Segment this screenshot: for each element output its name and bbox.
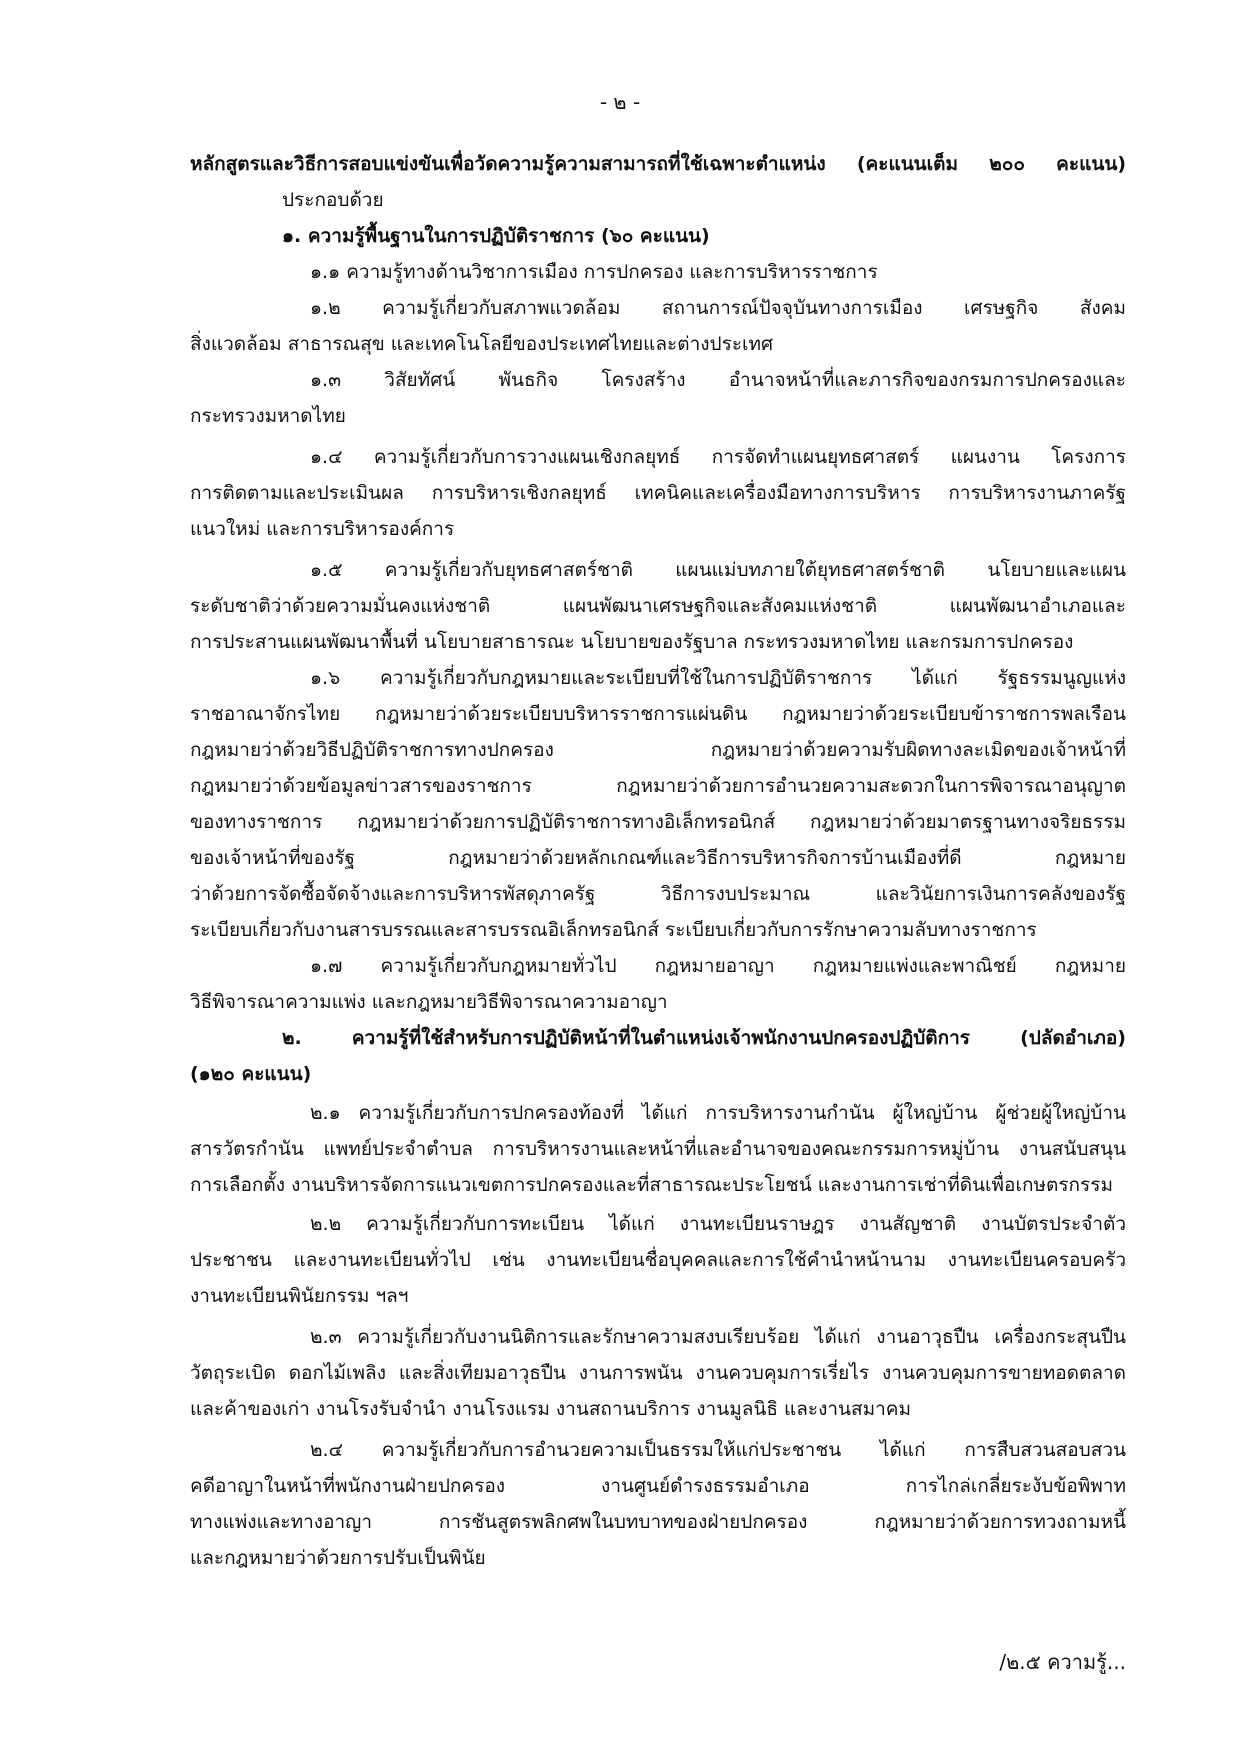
- section-2-item-2-4: [190, 1432, 1126, 1576]
- paragraph-line: ๒.๑ ความรู้เกี่ยวกับการปกครองท้องที่ ได้แก่ การบริหารงานกำนัน ผู้ใหญ่บ้าน ผู้ช่วยผู้ใหญ่บ้าน: [310, 1102, 1126, 1124]
- section-2-item-2-1: [190, 1095, 1126, 1203]
- paragraph-line: งานทะเบียนพินัยกรรม ฯลฯ: [190, 1285, 409, 1307]
- paragraph-line: ๑.๗ ความรู้เกี่ยวกับกฎหมายทั่วไป กฎหมายอาญา กฎหมายแพ่งและพาณิชย์ กฎหมาย: [310, 955, 1126, 977]
- paragraph-line: กฎหมายว่าด้วยข้อมูลข่าวสารของราชการ กฎหมายว่าด้วยการอำนวยความสะดวกในการพิจารณาอนุญาต: [190, 775, 1126, 797]
- paragraph-line: ราชอาณาจักรไทย กฎหมายว่าด้วยระเบียบบริหารราชการแผ่นดิน กฎหมายว่าด้วยระเบียบข้าราชการพลเรือน: [190, 703, 1126, 725]
- section-2-item-2-2: [190, 1206, 1126, 1314]
- paragraph-line: ระดับชาติว่าด้วยความมั่นคงแห่งชาติ แผนพัฒนาเศรษฐกิจและสังคมแห่งชาติ แผนพัฒนาอำเภอและ: [190, 595, 1126, 617]
- page-number: - ๒ -: [599, 90, 641, 114]
- section-1-item-1-5: [190, 552, 1126, 660]
- section-2-title: [190, 1020, 1126, 1092]
- section-1-item-1-4: [190, 439, 1126, 547]
- paragraph-line: ๒.๓ ความรู้เกี่ยวกับงานนิติการและรักษาความสงบเรียบร้อย ได้แก่ งานอาวุธปืน เครื่องกระสุนปืน: [310, 1326, 1126, 1348]
- paragraph-line: ของทางราชการ กฎหมายว่าด้วยการปฏิบัติราชการทางอิเล็กทรอนิกส์ กฎหมายว่าด้วยมาตรฐานทางจริยธรรม: [190, 811, 1126, 833]
- paragraph-line: ว่าด้วยการจัดซื้อจัดจ้างและการบริหารพัสดุภาครัฐ วิธีการงบประมาณ และวินัยการเงินการคลังของรัฐ: [190, 883, 1126, 905]
- section-1-item-1-2: [190, 290, 1126, 362]
- paragraph-line: คดีอาญาในหน้าที่พนักงานฝ่ายปกครอง งานศูนย์ดำรงธรรมอำเภอ การไกล่เกลี่ยระงับข้อพิพาท: [190, 1475, 1126, 1497]
- paragraph-line: สารวัตรกำนัน แพทย์ประจำตำบล การบริหารงานและหน้าที่และอำนาจของคณะกรรมการหมู่บ้าน งานสนับสนุน: [190, 1138, 1126, 1160]
- document-heading: หลักสูตรและวิธีการสอบแข่งขันเพื่อวัดความรู้ความสามารถที่ใช้เฉพาะตำแหน่ง (คะแนนเต็ม ๒๐๐ คะแนน): [190, 153, 1126, 175]
- section-1-item-1-7: [190, 948, 1126, 1020]
- paragraph-line: กระทรวงมหาดไทย: [190, 405, 346, 427]
- paragraph-line: วัตถุระเบิด ดอกไม้เพลิง และสิ่งเทียมอาวุธปืน งานการพนัน งานควบคุมการเรี่ยไร งานควบคุมการขายทอดตลาด: [190, 1362, 1126, 1384]
- paragraph-line: ๑.๓ วิสัยทัศน์ พันธกิจ โครงสร้าง อำนาจหน้าที่และภารกิจของกรมการปกครองและ: [310, 369, 1126, 391]
- section-2-title-line: (๑๒๐ คะแนน): [190, 1063, 312, 1085]
- paragraph-line: การติดตามและประเมินผล การบริหารเชิงกลยุทธ์ เทคนิคและเครื่องมือทางการบริหาร การบริหารงานภาครัฐ: [190, 482, 1126, 504]
- document-body: [190, 146, 1126, 1576]
- paragraph-line: กฎหมายว่าด้วยวิธีปฏิบัติราชการทางปกครอง กฎหมายว่าด้วยความรับผิดทางละเมิดของเจ้าหน้าที่: [190, 739, 1126, 761]
- paragraph-line: ๒.๔ ความรู้เกี่ยวกับการอำนวยความเป็นธรรมให้แก่ประชาชน ได้แก่ การสืบสวนสอบสวน: [310, 1439, 1126, 1461]
- section-1-item-1-6: [190, 660, 1126, 948]
- section-1-item-1-1: [190, 254, 1126, 290]
- paragraph-line: ประชาชน และงานทะเบียนทั่วไป เช่น งานทะเบียนชื่อบุคคลและการใช้คำนำหน้านาม งานทะเบียนครอบครัว: [190, 1249, 1126, 1271]
- paragraph-line: และกฎหมายว่าด้วยการปรับเป็นพินัย: [190, 1547, 486, 1569]
- paragraph-line: วิธีพิจารณาความแพ่ง และกฎหมายวิธีพิจารณาความอาญา: [190, 991, 668, 1013]
- continuation-marker: /๒.๕ ความรู้...: [999, 1650, 1126, 1674]
- paragraph-line: ระเบียบเกี่ยวกับงานสารบรรณและสารบรรณอิเล็กทรอนิกส์ ระเบียบเกี่ยวกับการรักษาความลับทางราชการ: [190, 919, 1037, 941]
- section-2-title-line: ๒. ความรู้ที่ใช้สำหรับการปฏิบัติหน้าที่ในตำแหน่งเจ้าพนักงานปกครองปฏิบัติการ (ปลัดอำเภอ): [282, 1027, 1126, 1049]
- paragraph-line: ของเจ้าหน้าที่ของรัฐ กฎหมายว่าด้วยหลักเกณฑ์และวิธีการบริหารกิจการบ้านเมืองที่ดี กฎหมาย: [190, 847, 1126, 869]
- paragraph-line: ๒.๒ ความรู้เกี่ยวกับการทะเบียน ได้แก่ งานทะเบียนราษฎร งานสัญชาติ งานบัตรประจำตัว: [310, 1213, 1126, 1235]
- intro-text: ประกอบด้วย: [282, 189, 384, 211]
- paragraph-line: ๑.๒ ความรู้เกี่ยวกับสภาพแวดล้อม สถานการณ์ปัจจุบันทางการเมือง เศรษฐกิจ สังคม: [310, 297, 1126, 319]
- paragraph-line: และค้าของเก่า งานโรงรับจำนำ งานโรงแรม งานสถานบริการ งานมูลนิธิ และงานสมาคม: [190, 1398, 912, 1420]
- paragraph-line: สิ่งแวดล้อม สาธารณสุข และเทคโนโลยีของประเทศไทยและต่างประเทศ: [190, 333, 774, 355]
- section-1-item-1-3: [190, 362, 1126, 434]
- paragraph-line: การเลือกตั้ง งานบริหารจัดการแนวเขตการปกครองและที่สาธารณะประโยชน์ และงานการเช่าที่ดินเพื่อเกษตรกรรม: [190, 1174, 1113, 1196]
- section-2-item-2-3: [190, 1319, 1126, 1427]
- paragraph-line: ๑.๕ ความรู้เกี่ยวกับยุทธศาสตร์ชาติ แผนแม่บทภายใต้ยุทธศาสตร์ชาติ นโยบายและแผน: [310, 559, 1126, 581]
- paragraph-line: แนวใหม่ และการบริหารองค์การ: [190, 518, 455, 540]
- paragraph-line: ๑.๑ ความรู้ทางด้านวิชาการเมือง การปกครอง และการบริหารราชการ: [310, 261, 878, 283]
- paragraph-line: ๑.๔ ความรู้เกี่ยวกับการวางแผนเชิงกลยุทธ์ การจัดทำแผนยุทธศาสตร์ แผนงาน โครงการ: [310, 446, 1126, 468]
- paragraph-line: ทางแพ่งและทางอาญา การชันสูตรพลิกศพในบทบาทของฝ่ายปกครอง กฎหมายว่าด้วยการทวงถามหนี้: [190, 1511, 1126, 1533]
- paragraph-line: ๑.๖ ความรู้เกี่ยวกับกฎหมายและระเบียบที่ใช้ในการปฏิบัติราชการ ได้แก่ รัฐธรรมนูญแห่ง: [310, 667, 1126, 689]
- section-1-title: ๑. ความรู้พื้นฐานในการปฏิบัติราชการ (๖๐ คะแนน): [282, 225, 710, 247]
- paragraph-line: การประสานแผนพัฒนาพื้นที่ นโยบายสาธารณะ นโยบายของรัฐบาล กระทรวงมหาดไทย และกรมการปกครอง: [190, 631, 1074, 653]
